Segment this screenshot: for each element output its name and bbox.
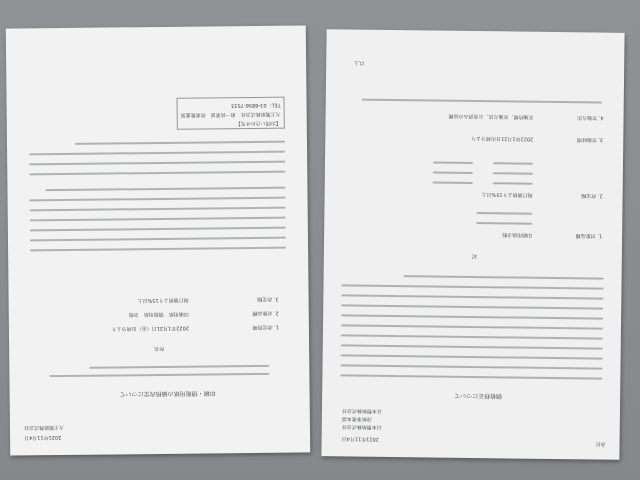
table-text-line	[493, 172, 533, 174]
left-item-value: 現行価格より15%以上	[137, 296, 189, 304]
right-recipient: 各位	[595, 440, 606, 447]
right-item-label: 1. 対象品種	[575, 232, 603, 239]
table-text-line	[493, 182, 533, 184]
left-contact-tel: TEL：03-6856-7533	[231, 101, 281, 109]
left-document-sheet	[6, 25, 310, 455]
body-text-line	[30, 197, 286, 202]
right-company-line: 日本製紙株式会社	[341, 423, 382, 430]
right-company-line: 洋紙事業本部	[341, 415, 372, 422]
body-text-line	[30, 207, 286, 212]
right-date: 2021年11月4日	[341, 435, 379, 442]
body-text-line	[341, 314, 603, 319]
left-item-value: 印刷用紙 情報用紙 全般	[128, 310, 189, 318]
body-text-line	[89, 365, 269, 369]
left-item-label: 1. 改定時期	[252, 323, 279, 331]
table-text-line	[433, 182, 473, 184]
table-text-line	[433, 162, 473, 164]
left-document-content	[6, 25, 310, 455]
body-text-line	[404, 275, 604, 279]
right-title: 価格修正について	[454, 391, 503, 400]
left-item-value: 2022年1月21日（金）出荷分より	[111, 324, 189, 332]
left-title: 印刷・情報用紙の価格改定について	[119, 389, 216, 398]
body-text-line	[30, 227, 286, 232]
body-text-line	[75, 141, 285, 145]
body-text-line	[29, 171, 285, 176]
body-text-line	[341, 344, 603, 349]
body-text-line	[30, 237, 286, 242]
right-item-label: 2. 改定幅	[581, 192, 603, 199]
right-item-label: 4. 実施方法	[577, 114, 604, 121]
body-text-line	[341, 294, 603, 299]
right-item-value: 2022年1月21日出荷分より	[470, 134, 534, 142]
table-text-line	[476, 212, 532, 215]
table-text-line	[476, 222, 532, 225]
right-item-value: 実施時期、実施方法、公表済みの品種	[448, 112, 534, 120]
right-item-value: 印刷用紙全般	[502, 231, 533, 238]
body-text-line	[341, 334, 603, 339]
body-text-line	[29, 161, 285, 166]
left-subject: 件名	[154, 344, 165, 352]
body-text-line	[340, 374, 602, 379]
right-item-value: 現行価格より15%以上	[481, 191, 533, 198]
left-item-label: 3. 改定幅	[257, 295, 279, 302]
body-text-line	[341, 284, 603, 289]
body-text-line	[45, 187, 285, 192]
right-item-label: 3. 実施時期	[576, 136, 604, 143]
body-text-line	[341, 354, 603, 359]
left-company: 大王製紙株式会社	[23, 423, 64, 431]
body-text-line	[362, 99, 602, 104]
body-text-line	[341, 324, 603, 329]
right-document-content	[321, 29, 624, 460]
body-text-line	[30, 217, 286, 222]
body-text-line	[49, 373, 269, 377]
body-text-line	[341, 304, 603, 309]
left-item-label: 2. 対象品種	[252, 309, 279, 317]
right-document-sheet	[321, 29, 624, 460]
table-text-line	[433, 172, 473, 174]
left-contact-label: 【お問い合わせ先】	[235, 119, 281, 127]
right-company-line: 日本製紙株式会社	[341, 407, 383, 414]
left-contact-dept: 大王製紙株式会社 第一営業部 営業推進部	[180, 110, 281, 118]
body-text-line	[341, 364, 603, 369]
table-text-line	[493, 162, 533, 164]
left-date: 2021年11月4日	[24, 434, 62, 441]
right-closing: 以上	[354, 59, 365, 66]
right-subject: 記	[471, 252, 477, 260]
body-text-line	[30, 247, 286, 252]
body-text-line	[29, 151, 285, 156]
